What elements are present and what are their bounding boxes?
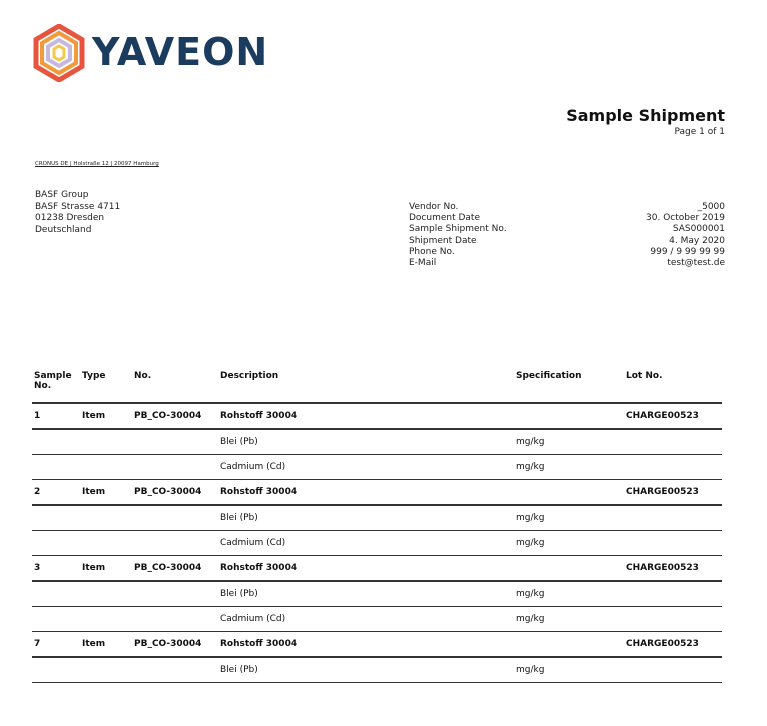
specification-cell: [514, 403, 624, 429]
item-no-cell: [132, 429, 218, 455]
address-line: 01238 Dresden: [35, 213, 105, 223]
specification-cell: [514, 480, 624, 506]
hexagon-logo-icon: [30, 24, 88, 82]
description-cell: Rohstoff 30004: [218, 556, 514, 582]
detail-label: Vendor No.: [409, 202, 459, 212]
description-cell: Cadmium (Cd): [218, 607, 514, 632]
type-cell: Item: [80, 403, 132, 429]
type-cell: [80, 657, 132, 683]
type-cell: [80, 429, 132, 455]
table-row-item: [32, 632, 722, 658]
detail-row-shipment-date: [409, 236, 725, 247]
description-cell: Blei (Pb): [218, 505, 514, 531]
detail-row-sample-shipment-no: [409, 224, 725, 235]
lot-no-cell: CHARGE00523: [624, 632, 722, 658]
sample-no-cell: [32, 657, 80, 683]
description-cell: Cadmium (Cd): [218, 531, 514, 556]
item-no-cell: PB_CO-30004: [132, 480, 218, 506]
lot-no-cell: [624, 607, 722, 632]
column-header-description: Description: [218, 368, 514, 403]
shipment-lines-table: [32, 368, 722, 683]
detail-value: 30. October 2019: [646, 213, 725, 224]
table-row-item: [32, 403, 722, 429]
address-line: BASF Strasse 4711: [35, 201, 121, 212]
table-row-item: [32, 480, 722, 506]
page-indicator: Page 1 of 1: [674, 127, 725, 137]
item-no-cell: [132, 581, 218, 607]
detail-value: test@test.de: [667, 258, 725, 269]
lot-no-cell: [624, 429, 722, 455]
lot-no-cell: CHARGE00523: [624, 480, 722, 506]
type-cell: [80, 531, 132, 556]
table-row-parameter: [32, 581, 722, 607]
detail-value: _5000: [697, 202, 725, 212]
detail-row-vendor-no: [409, 202, 725, 213]
detail-value: SAS000001: [672, 224, 725, 235]
item-no-cell: [132, 505, 218, 531]
item-no-cell: PB_CO-30004: [132, 403, 218, 429]
address-line: BASF Group: [35, 190, 89, 200]
company-logo: [30, 24, 270, 82]
column-header-type: Type: [80, 368, 132, 403]
recipient-address: [35, 190, 120, 236]
detail-label: Shipment Date: [409, 235, 477, 246]
description-cell: Cadmium (Cd): [218, 455, 514, 480]
item-no-cell: [132, 607, 218, 632]
document-details: [409, 202, 725, 269]
sample-no-cell: 2: [32, 480, 80, 506]
table-row-parameter: [32, 531, 722, 556]
sample-no-cell: [32, 429, 80, 455]
lot-no-cell: [624, 531, 722, 556]
table-row-parameter: [32, 607, 722, 632]
logo-wordmark: YAVEON: [92, 30, 269, 74]
lot-no-cell: [624, 505, 722, 531]
sender-address-line: CRONUS DE | Holstraße 12 | 20097 Hamburg: [35, 161, 159, 167]
type-cell: Item: [80, 556, 132, 582]
type-cell: [80, 607, 132, 632]
table-header-row: [32, 368, 722, 403]
item-no-cell: PB_CO-30004: [132, 556, 218, 582]
sample-no-cell: 1: [32, 403, 80, 429]
table-row-parameter: [32, 429, 722, 455]
lot-no-cell: [624, 455, 722, 480]
specification-cell: mg/kg: [514, 505, 624, 531]
item-no-cell: [132, 657, 218, 683]
sample-no-cell: [32, 607, 80, 632]
type-cell: [80, 505, 132, 531]
description-cell: Blei (Pb): [218, 581, 514, 607]
detail-row-email: [409, 258, 725, 269]
specification-cell: mg/kg: [514, 581, 624, 607]
table-row-parameter: [32, 657, 722, 683]
detail-label: Sample Shipment No.: [409, 224, 507, 235]
sample-no-cell: [32, 455, 80, 480]
description-cell: Rohstoff 30004: [218, 480, 514, 506]
description-cell: Rohstoff 30004: [218, 632, 514, 658]
detail-value: 4. May 2020: [669, 235, 725, 246]
description-cell: Rohstoff 30004: [218, 403, 514, 429]
detail-row-phone-no: [409, 247, 725, 258]
lot-no-cell: [624, 581, 722, 607]
item-no-cell: PB_CO-30004: [132, 632, 218, 658]
specification-cell: mg/kg: [514, 657, 624, 683]
column-header-specification: Specification: [514, 368, 624, 403]
item-no-cell: [132, 455, 218, 480]
specification-cell: [514, 632, 624, 658]
type-cell: Item: [80, 480, 132, 506]
column-header-lot-no: Lot No.: [624, 368, 722, 403]
sample-no-cell: [32, 531, 80, 556]
specification-cell: mg/kg: [514, 607, 624, 632]
table-row-parameter: [32, 455, 722, 480]
type-cell: Item: [80, 632, 132, 658]
type-cell: [80, 581, 132, 607]
lot-no-cell: [624, 657, 722, 683]
detail-label: Phone No.: [409, 246, 455, 257]
item-no-cell: [132, 531, 218, 556]
lot-no-cell: CHARGE00523: [624, 403, 722, 429]
sample-no-cell: 3: [32, 556, 80, 582]
specification-cell: mg/kg: [514, 455, 624, 480]
sample-no-cell: 7: [32, 632, 80, 658]
lot-no-cell: CHARGE00523: [624, 556, 722, 582]
specification-cell: mg/kg: [514, 531, 624, 556]
column-header-no: No.: [132, 368, 218, 403]
specification-cell: mg/kg: [514, 429, 624, 455]
detail-row-document-date: [409, 213, 725, 224]
table-row-parameter: [32, 505, 722, 531]
detail-label: E-Mail: [409, 258, 437, 269]
table-body: [32, 403, 722, 683]
sample-no-cell: [32, 505, 80, 531]
table-row-item: [32, 556, 722, 582]
document-title: Sample Shipment: [566, 106, 725, 125]
address-line: Deutschland: [35, 224, 92, 235]
sample-no-cell: [32, 581, 80, 607]
column-header-sample-no: Sample No.: [32, 368, 80, 403]
type-cell: [80, 455, 132, 480]
specification-cell: [514, 556, 624, 582]
description-cell: Blei (Pb): [218, 657, 514, 683]
detail-value: 999 / 9 99 99 99: [650, 246, 725, 257]
description-cell: Blei (Pb): [218, 429, 514, 455]
detail-label: Document Date: [409, 213, 480, 224]
